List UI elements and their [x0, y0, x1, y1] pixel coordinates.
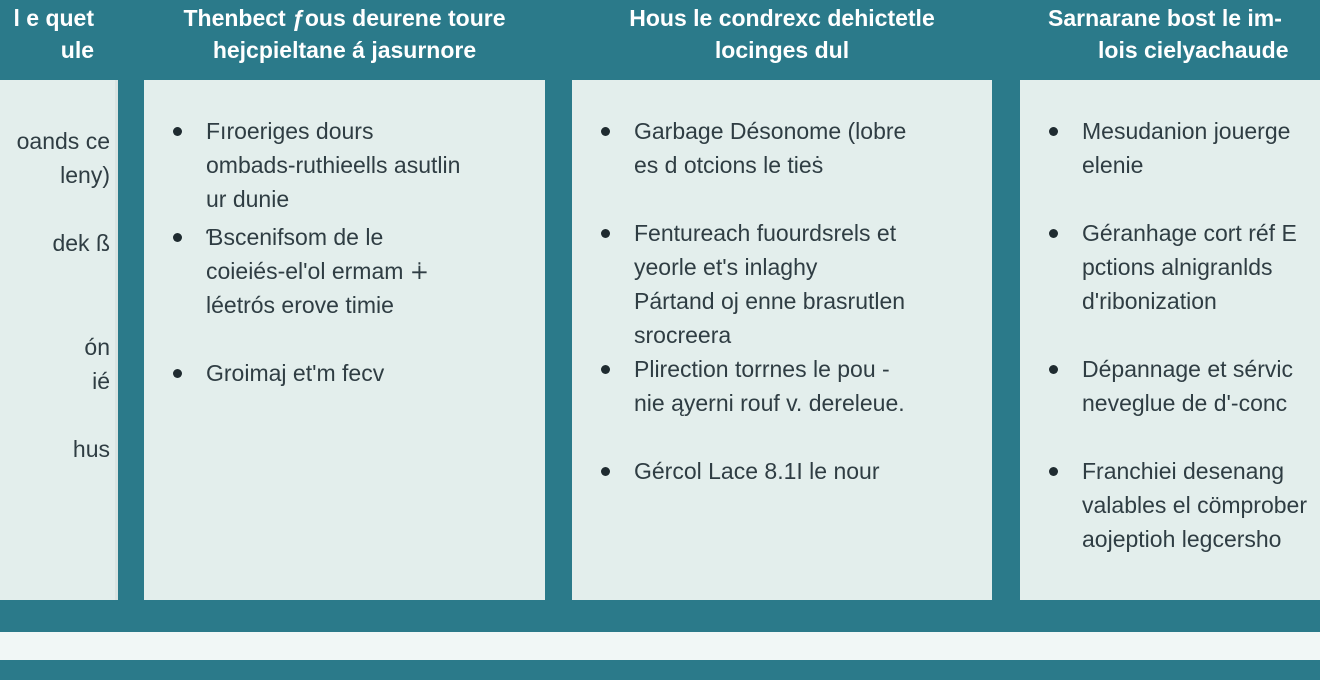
bottom-band	[0, 632, 1320, 660]
list-item	[1045, 114, 1320, 182]
column-1-panel	[0, 80, 118, 600]
bullet-icon	[601, 229, 610, 238]
list-item-line: ur dunie	[206, 186, 290, 212]
list-item-line: Gércol Lace 8.1I le nour	[634, 458, 880, 484]
list-item	[169, 220, 537, 322]
column-3-header-line-2: locinges dul	[714, 37, 850, 63]
column-4-header	[1020, 0, 1320, 80]
list-item	[597, 114, 984, 182]
column-3	[572, 0, 992, 600]
list-item	[1045, 454, 1320, 556]
bullet-icon	[1049, 229, 1058, 238]
list-item-line: Géranhage cort réf E	[1082, 220, 1297, 246]
list-item-line: Groimaj et'm fecv	[206, 360, 385, 386]
column-2-header-line-2: hejcpieltane á jasurnore	[212, 37, 477, 63]
column-2-header-line-1: Thenbect ƒous deurene toure	[183, 5, 506, 31]
bullet-icon	[1049, 127, 1058, 136]
column-3-list	[597, 114, 984, 522]
bullet-icon	[1049, 365, 1058, 374]
column-1-header	[0, 0, 118, 80]
list-item-line: neveglue de d'-conc	[1082, 390, 1288, 416]
list-item-line: Plirection torrnes le pou -	[634, 356, 890, 382]
column-4	[1020, 0, 1320, 600]
column-3-header-line-1: Hous le condrexc dehictetle	[629, 5, 935, 31]
column-1-text-fragment: ié	[92, 368, 110, 394]
column-1-text-fragment: ón	[84, 334, 110, 360]
list-item-line: Franchiei desenang	[1082, 458, 1285, 484]
bullet-icon	[173, 233, 182, 242]
column-1-text-fragment: hus	[72, 436, 110, 462]
column-4-header-line-2: lois cielyachaude	[1098, 37, 1289, 63]
list-item-line: Dépannage et sérvic	[1082, 356, 1293, 382]
column-2	[144, 0, 545, 600]
column-1	[0, 0, 118, 600]
list-item-line: Mesudanion jouerge	[1082, 118, 1291, 144]
column-2-panel	[144, 80, 545, 600]
list-item	[597, 216, 984, 352]
list-item	[597, 352, 984, 420]
list-item	[597, 454, 984, 488]
list-item-line: elenie	[1082, 152, 1144, 178]
list-item-line: léetrós erove timie	[206, 292, 394, 318]
list-item-line: pctions alnigranlds	[1082, 254, 1273, 280]
list-item	[169, 114, 537, 216]
list-item-line: Ɓscenifsom de le	[206, 224, 384, 250]
bullet-icon	[1049, 467, 1058, 476]
list-item-line: coieiés-el'ol ermam ∔	[206, 258, 430, 284]
bullet-icon	[601, 467, 610, 476]
column-1-text-fragment: oands ce	[16, 128, 110, 154]
list-item-line: srocreera	[634, 322, 732, 348]
list-item	[169, 356, 537, 390]
list-item-line: nie ąyerni rouf v. dereleue.	[634, 390, 905, 416]
list-item-line: Garbage Désonome (lobre	[634, 118, 907, 144]
bullet-icon	[173, 127, 182, 136]
list-item-line: Pártand oj enne brasrutlen	[634, 288, 906, 314]
column-1-header-line-2: ule	[60, 37, 94, 63]
list-item-line: Fıroeriges dours	[206, 118, 374, 144]
list-item-line: es d otcions le tieṡ	[634, 152, 824, 178]
list-item	[1045, 352, 1320, 420]
bullet-icon	[601, 127, 610, 136]
list-item	[1045, 216, 1320, 318]
column-3-panel	[572, 80, 992, 600]
column-1-header-line-1: l e quet	[13, 5, 94, 31]
column-1-text-fragment: leny)	[60, 162, 110, 188]
bullet-icon	[173, 369, 182, 378]
bullet-icon	[601, 365, 610, 374]
column-3-header	[572, 0, 992, 80]
list-item-line: valables el cömprober	[1082, 492, 1308, 518]
column-4-panel	[1020, 80, 1320, 600]
column-4-list	[1045, 114, 1320, 590]
list-item-line: Fentureach fuourdsrels et	[634, 220, 897, 246]
list-item-line: d'ribonization	[1082, 288, 1217, 314]
list-item-line: aojeptioh legcersho	[1082, 526, 1282, 552]
list-item-line: ombads-ruthieells asutlin	[206, 152, 461, 178]
column-1-text-fragment: dek ß	[52, 230, 110, 256]
column-2-list	[169, 114, 537, 424]
column-4-header-line-1: Sarnarane bost le im-	[1048, 5, 1282, 31]
list-item-line: yeorle et's inlaghy	[634, 254, 818, 280]
column-2-header	[144, 0, 545, 80]
